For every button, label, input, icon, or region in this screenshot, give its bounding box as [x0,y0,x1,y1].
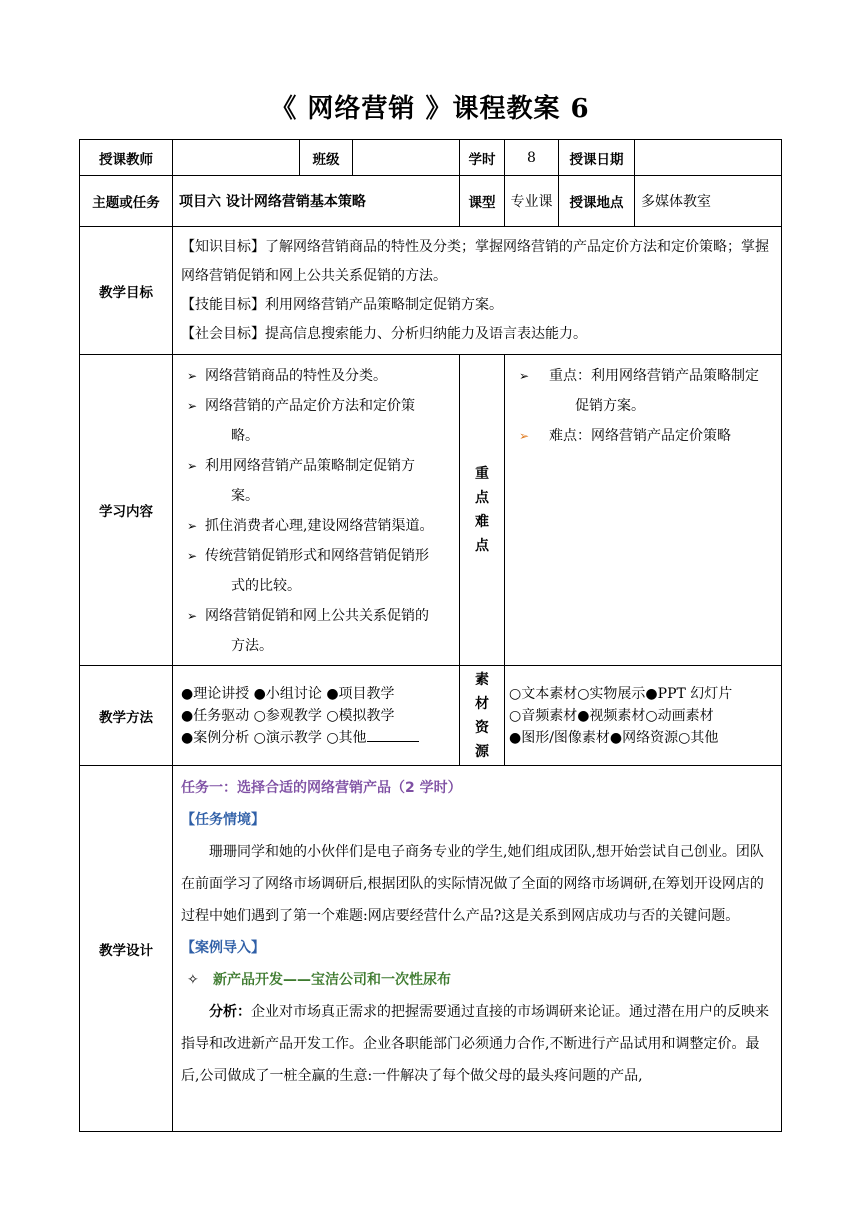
knowledge-objective: 【知识目标】了解网络营销商品的特性及分类；掌握网络营销的产品定价方法和定价策略；掌握网络营销促销和网上公共关系促销的方法。 [181,239,769,284]
key-point: ➢ 重点：利用网络营销产品策略制定 促销方案。 [513,361,777,421]
design-label: 教学设计 [80,766,173,1132]
materials-cell [505,666,782,766]
case-heading: 【案例导入】 [181,940,265,956]
diamond-bullet-icon: ✧ [187,972,199,988]
hours-value: 8 [505,140,559,176]
class-label: 班级 [300,140,353,176]
place-value: 多媒体教室 [635,176,782,227]
arrow-bullet-icon: ➢ [187,609,198,623]
topic-label: 主题或任务 [80,176,173,227]
design-row [80,766,782,1132]
methods-line-1: ●理论讲授 ●小组讨论 ●项目教学 [181,685,395,702]
arrow-bullet-icon: ➢ [519,429,530,443]
class-value [353,140,460,176]
task-title: 任务一：选择合适的网络营销产品（2 学时） [181,780,462,796]
page-title: 《 网络营销 》课程教案 6 [270,94,590,124]
objectives-label: 教学目标 [80,227,173,355]
scenario-text: 珊珊同学和她的小伙伴们是电子商务专业的学生,她们组成团队,想开始尝试自己创业。团队在前面学习了网络市场调研后,根据团队的实际情况做了全面的网络市场调研,在筹划开设网店的过程中她们遇到了第一个难题:网店要经营什么产品?这是关系到网店成功与否的关键问题。 [181,844,764,924]
methods-line-2: ●任务驱动 ○参观教学 ○模拟教学 [181,707,395,724]
place-label: 授课地点 [559,176,635,227]
list-item: ➢ 抓住消费者心理,建设网络营销渠道。 [183,511,455,541]
scenario-heading: 【任务情境】 [181,812,265,828]
teacher-label: 授课教师 [80,140,173,176]
key-points-cell [505,355,782,666]
difficult-point: ➢ 难点：网络营销产品定价策略 [513,421,777,451]
methods-cell [173,666,460,766]
arrow-bullet-icon: ➢ [187,369,198,383]
type-value: 专业课 [505,176,559,227]
teacher-value [173,140,300,176]
materials-line-1: ○文本素材○实物展示●PPT 幻灯片 [509,685,733,702]
skill-objective: 【技能目标】利用网络营销产品策略制定促销方案。 [181,297,503,313]
analysis-text: 分析：企业对市场真正需求的把握需要通过直接的市场调研来论证。通过潜在用户的反映来指导和改进新产品开发工作。企业各职能部门必须通力合作,不断进行产品试用和调整定价。最后,公司做成了一桩全赢的生意:一件解决了每个做父母的最头疼问题的产品, [181,1004,769,1084]
methods-row [80,666,782,766]
hours-label: 学时 [460,140,505,176]
case-title: ✧ 新产品开发——宝洁公司和一次性尿布 [181,964,775,996]
topic-value: 项目六 设计网络营销基本策略 [173,176,460,227]
lesson-plan-table [79,139,782,1132]
arrow-bullet-icon: ➢ [187,519,198,533]
key-difficult-label: 重 点 难 点 [460,355,505,666]
design-cell [173,766,782,1132]
list-item: ➢ 网络营销商品的特性及分类。 [183,361,455,391]
header-row-2 [80,176,782,227]
header-row-1 [80,140,782,176]
content-list [173,355,460,666]
arrow-bullet-icon: ➢ [187,549,198,563]
list-item: ➢ 网络营销促销和网上公共关系促销的 方法。 [183,601,455,661]
content-row [80,355,782,666]
objectives-cell [173,227,782,355]
list-item: ➢ 网络营销的产品定价方法和定价策 略。 [183,391,455,451]
arrow-bullet-icon: ➢ [187,399,198,413]
type-label: 课型 [460,176,505,227]
arrow-bullet-icon: ➢ [187,459,198,473]
social-objective: 【社会目标】提高信息搜索能力、分析归纳能力及语言表达能力。 [181,326,587,342]
date-label: 授课日期 [559,140,635,176]
objectives-row [80,227,782,355]
materials-line-3: ●图形/图像素材●网络资源○其他 [509,729,719,746]
methods-line-3: ●案例分析 ○演示教学 ○其他 [181,727,455,749]
content-label: 学习内容 [80,355,173,666]
blank-line [367,729,419,742]
materials-label: 素 材 资 源 [460,666,505,766]
list-item: ➢ 传统营销促销形式和网络营销促销形 式的比较。 [183,541,455,601]
methods-label: 教学方法 [80,666,173,766]
arrow-bullet-icon: ➢ [519,369,530,383]
date-value [635,140,782,176]
materials-line-2: ○音频素材●视频素材○动画素材 [509,707,714,724]
list-item: ➢ 利用网络营销产品策略制定促销方 案。 [183,451,455,511]
